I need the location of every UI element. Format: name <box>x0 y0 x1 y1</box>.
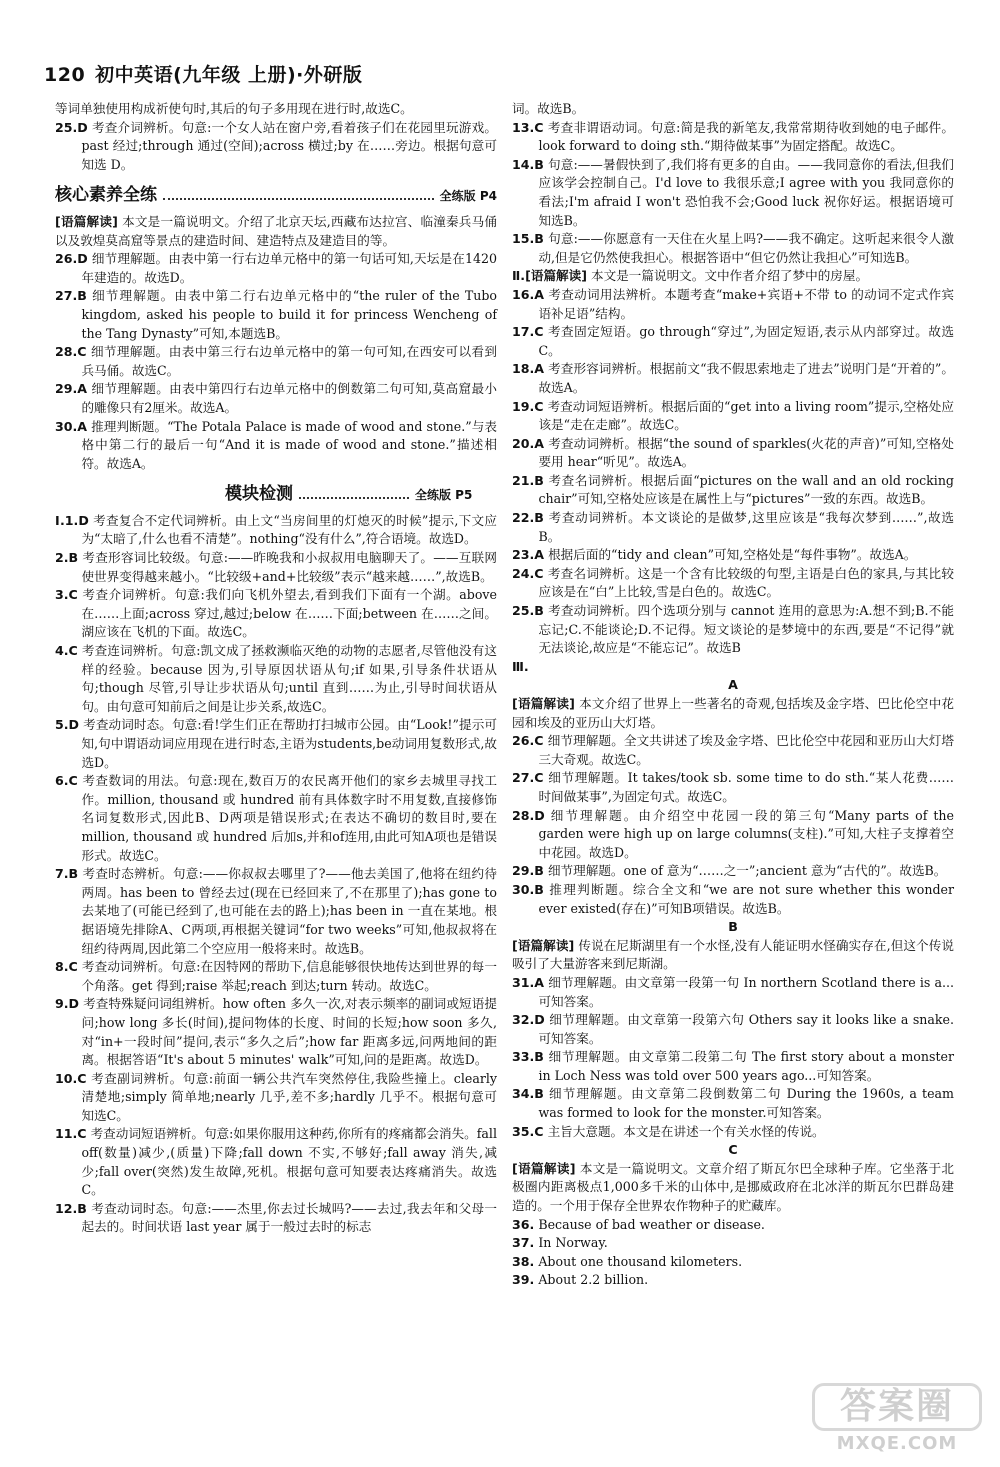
left-column <box>55 100 497 1237</box>
answer-explanation: 句意:——暑假快到了,我们将有更多的自由。——我同意你的看法,但我们应该学会控制自己。I'd love to 我很乐意;I agree with you 我同意你的看法;I'm afraid I won't 恐怕我不会;Good luck 祝你好运。根据语境可知选B。 <box>538 156 954 228</box>
roman-numeral: Ⅱ. <box>512 268 526 284</box>
answer-item <box>55 865 497 958</box>
answer-explanation: 推理判断题。综合全文和“we are not sure whether this wonder ever existed(存在)”可知B项错误。故选B。 <box>538 881 954 916</box>
answer-number: 27.B <box>55 288 87 304</box>
roman-numeral: Ⅰ. <box>55 512 65 528</box>
answer-number: 5.D <box>55 717 80 733</box>
answer-number: 29.B <box>512 863 544 879</box>
answer-item <box>512 546 954 565</box>
answer-number: 14.B <box>512 156 544 172</box>
passage-tag: [语篇解读] <box>525 268 587 284</box>
answer-explanation: 考查名词辨析。根据后面“pictures on the wall and an old rocking chair”可知,空格处应该是在属性上与“pictures”一致的东西。故选B。 <box>538 472 954 507</box>
answer-explanation: 细节理解题。由文章第一段第一句 In northern Scotland there is a...可知答案。 <box>538 974 954 1009</box>
answer-number: 15.B <box>512 231 544 247</box>
text-paragraph: 词。故选B。 <box>512 101 585 116</box>
passage-tag: [语篇解读] <box>512 1160 576 1176</box>
answer-item <box>512 565 954 602</box>
page-header <box>44 60 362 87</box>
answer-explanation: 考查连词辨析。句意:凯文成了拯救濒临灭绝的动物的志愿者,尽管他没有这样的经验。because 因为,引导原因状语从句;if 如果,引导条件状语从句;though 尽管,引导让步状语从句;until 直到……为止,引导时间状语从句。由句意可知前后之间是让步关系,故选C。 <box>81 643 497 714</box>
answer-explanation: 考查介词辨析。句意:一个女人站在窗户旁,看着孩子们在花园里玩游戏。past 经过;through 通过(空间);across 横过;by 在……旁边。根据句意可知选 D。 <box>81 119 497 172</box>
answer-explanation: 细节理解题。It takes/took sb. some time to do sth.“某人花费……时间做某事”,为固定句式。故选C。 <box>538 770 954 804</box>
answer-number: 25.B <box>512 603 544 619</box>
answer-number: 30.B <box>512 881 544 897</box>
answer-item <box>55 380 497 417</box>
answer-number: 20.A <box>512 435 545 451</box>
answer-number: 22.B <box>512 510 544 526</box>
answer-item <box>512 472 954 509</box>
answer-number: 28.C <box>55 344 87 360</box>
answer-explanation: 细节理解题。由文章第二段倒数第二句 During the 1960s, a team was formed to look for the monster.可知答案。 <box>538 1086 954 1121</box>
watermark-badge: 答案圈 <box>812 1383 982 1431</box>
answer-explanation: 考查形容词辨析。根据前文“我不假思索地走了进去”说明门是“开着的”。故选A。 <box>538 361 954 395</box>
answer-item <box>55 642 497 716</box>
answer-item <box>512 323 954 360</box>
answer-number: 2.B <box>55 550 79 566</box>
answer-item <box>55 549 497 586</box>
passage-tag: [语篇解读] <box>55 213 118 229</box>
answer-number: 37. <box>512 1235 535 1251</box>
answer-item <box>512 1271 954 1290</box>
answer-explanation: 句意:——你愿意有一天住在火星上吗?——我不确定。这听起来很令人激动,但是它仍然使我担心。根据答语中“但它仍然让我担心”可知选B。 <box>538 231 954 265</box>
passage-letter: C <box>728 1142 738 1158</box>
answer-item <box>512 602 954 658</box>
answer-item <box>512 974 954 1011</box>
answer-number: 12.B <box>55 1200 87 1216</box>
answer-explanation: 细节理解题。由表中第三行右边单元格中的第一句可知,在西安可以看到兵马俑。故选C。 <box>81 344 497 378</box>
answer-explanation: 考查名词辨析。这是一个含有比较级的句型,主语是白色的家具,与其比较应该是在“白”上比较,雪是白色的。故选C。 <box>538 565 954 600</box>
passage-tag: [语篇解读] <box>512 696 575 711</box>
answer-number: 33.B <box>512 1049 544 1065</box>
answer-explanation: 根据后面的“tidy and clean”可知,空格处是“每件事物”。故选A。 <box>548 547 917 563</box>
answer-number: 8.C <box>55 959 78 975</box>
answer-item <box>512 398 954 435</box>
answer-explanation: 考查动词用法辨析。本题考查“make+宾语+不带 to 的动词不定式作宾语补足语”结构。 <box>538 286 954 321</box>
answer-number: 39. <box>512 1272 535 1288</box>
answer-item <box>512 1253 954 1272</box>
answer-explanation: 细节理解题。由表中第二行右边单元格中的“the ruler of the Tubo kingdom, asked his people to build it for princess Wencheng of the Tang Dynasty”可知,本题选B。 <box>81 288 497 341</box>
answer-explanation: 考查动词短语辨析。根据后面的“get into a living room”提示,空格处应该是“走在走廊”。故选C。 <box>538 398 954 433</box>
answer-explanation: Because of bad weather or disease. <box>538 1216 765 1232</box>
answer-item <box>55 250 497 287</box>
section-ref: 全练版 P4 <box>439 189 497 204</box>
answer-explanation: 细节理解题。one of 意为“……之一”;ancient 意为“古代的”。故选B。 <box>547 863 947 879</box>
answer-explanation: 考查动词辨析。句意:在因特网的帮助下,信息能够很快地传达到世界的每一个角落。get 得到;raise 举起;reach 到达;turn 转动。故选C。 <box>81 959 497 993</box>
answer-item <box>512 119 954 156</box>
answer-item <box>55 958 497 995</box>
dotted-leader <box>163 198 434 200</box>
answer-number: 32.D <box>512 1012 545 1028</box>
answer-number: 10.C <box>55 1070 87 1086</box>
answer-item <box>512 1048 954 1085</box>
answer-number: 29.A <box>55 381 88 397</box>
watermark-logo <box>812 1383 982 1455</box>
answer-number: 19.C <box>512 398 544 414</box>
passage-summary <box>512 267 954 286</box>
answer-item <box>55 586 497 642</box>
answer-explanation: 考查时态辨析。句意:——你叔叔去哪里了?——他去美国了,他将在纽约待两周。has been to 曾经去过(现在已经回来了,不在那里了);has gone to 去某地了(可能已经到了,也可能在去的路上);has been in 一直在某地。根据语境先排除A、C两项,再根据关键词“for two weeks”可知,他叔叔将在纽约待两周,因此第二个空应用一般将来时。故选B。 <box>81 866 497 956</box>
answer-item <box>512 435 954 472</box>
answer-item <box>55 1070 497 1126</box>
page-number: 120 <box>44 64 86 86</box>
passage-text: 本文介绍了世界上一些著名的奇观,包括埃及金字塔、巴比伦空中花园和埃及的亚历山大灯塔。 <box>512 696 954 730</box>
answer-number: 7.B <box>55 866 79 882</box>
answer-number: 35.C <box>512 1123 544 1139</box>
answer-item <box>55 418 497 474</box>
answer-explanation: 细节理解题。由表中第四行右边单元格中的倒数第二句可知,莫高窟最小的雕像只有2厘米。故选A。 <box>81 381 497 415</box>
answer-item <box>512 732 954 769</box>
answer-explanation: 考查数词的用法。句意:现在,数百万的农民离开他们的家乡去城里寻找工作。million, thousand 或 hundred 前有具体数字时不用复数,直接修饰名词复数形式,因此B、D两项是错误形式;在表达不确切的数目时,要在million, thousand 或 hundred 后加s,并和of连用,由此可知A项也是错误形式。故选C。 <box>81 773 497 863</box>
answer-item <box>55 1200 497 1237</box>
answer-number: 34.B <box>512 1086 544 1102</box>
answer-item <box>55 119 497 175</box>
answer-explanation: About 2.2 billion. <box>538 1272 649 1288</box>
answer-item <box>55 512 497 549</box>
passage-summary <box>512 695 954 732</box>
dotted-leader <box>299 497 409 499</box>
answer-explanation: 考查动词辨析。本文谈论的是做梦,这里应该是“我每次梦到……”,故选B。 <box>538 510 954 544</box>
answer-number: 31.A <box>512 974 545 990</box>
answer-number: 28.D <box>512 807 545 823</box>
answer-explanation: 考查动词时态。句意:——杰里,你去过长城吗?——去过,我去年和父母一起去的。时间状语 last year 属于一般过去时的标志 <box>81 1200 497 1235</box>
answer-explanation: 考查动词短语辨析。句意:如果你服用这种药,你所有的疼痛都会消失。fall off(数量)减少,(质量)下降;fall down 不实,不够好;fall away 消失,减少;fall over(突然)发生故障,死机。根据句意可知要表达疼痛消失。故选C。 <box>81 1126 497 1198</box>
answer-item <box>55 287 497 343</box>
answer-item <box>512 509 954 546</box>
answer-explanation: 细节理解题。由文章第一段第六句 Others say it looks like a snake.可知答案。 <box>538 1012 954 1046</box>
answer-explanation: 细节理解题。由介绍空中花园一段的第三句“Many parts of the garden were high up on large columns(支柱).”可知,大柱子支撑着空中花园。故选D。 <box>538 807 954 860</box>
answer-number: 9.D <box>55 996 80 1012</box>
passage-text: 本文是一篇说明文。文中作者介绍了梦中的房屋。 <box>591 268 869 284</box>
passage-letter: B <box>728 919 738 935</box>
answer-number: 36. <box>512 1216 535 1232</box>
passage-text: 传说在尼斯湖里有一个水怪,没有人能证明水怪确实存在,但这个传说吸引了大量游客来到尼斯湖。 <box>512 937 954 972</box>
book-title: 初中英语(九年级 上册)·外研版 <box>95 64 363 86</box>
passage-text: 本文是一篇说明文。介绍了北京天坛,西藏布达拉宫、临潼秦兵马俑以及敦煌莫高窟等景点的建造时间、建造特点及建造目的等。 <box>55 213 497 248</box>
answer-explanation: 考查介词辨析。句意:我们向飞机外望去,看到我们下面有一个湖。above 在……上面;across 穿过,越过;below 在……下面;between 在……之间。湖应该在飞机的下面。故选C。 <box>81 587 497 640</box>
answer-number: 16.A <box>512 286 545 302</box>
answer-number: 21.B <box>512 472 544 488</box>
section-title: 核心素养全练 <box>55 185 157 206</box>
answer-explanation: 考查动词辨析。根据“the sound of sparkles(火花的声音)”可知,空格处要用 hear“听见”。故选A。 <box>538 435 954 470</box>
answer-explanation: 细节理解题。由表中第一行右边单元格中的第一句话可知,天坛是在1420年建造的。故选D。 <box>81 251 497 285</box>
passage-summary <box>512 1160 954 1216</box>
answer-item <box>512 1216 954 1235</box>
answer-item <box>512 862 954 881</box>
answer-explanation: About one thousand kilometers. <box>538 1253 743 1269</box>
answer-number: 26.C <box>512 733 544 749</box>
answer-explanation: 考查动词时态。句意:看!学生们正在帮助打扫城市公园。由“Look!”提示可知,句中谓语动词应用现在进行时态,主语为students,be动词用复数形式,故选D。 <box>81 717 497 770</box>
passage-letter: A <box>728 677 738 693</box>
answer-explanation: 考查动词辨析。四个选项分别与 cannot 连用的意思为:A.想不到;B.不能忘记;C.不能谈论;D.不记得。短文谈论的是梦境中的东西,要是“不记得”就无法谈论,故应是“不能忘记”。故选B <box>538 603 954 656</box>
answer-item <box>55 343 497 380</box>
answer-explanation: 考查固定短语。go through“穿过”,为固定短语,表示从内部穿过。故选C。 <box>538 324 954 358</box>
answer-explanation: 推理判断题。“The Potala Palace is made of wood and stone.”与表格中第二行的最后一句“And it is made of wood and stone.”描述相符。故选A。 <box>81 418 497 471</box>
answer-item <box>512 807 954 863</box>
answer-explanation: In Norway. <box>538 1235 608 1251</box>
answer-item <box>512 156 954 230</box>
answer-item <box>512 230 954 267</box>
answer-explanation: 细节理解题。全文共讲述了埃及金字塔、巴比伦空中花园和亚历山大灯塔三大奇观。故选C。 <box>538 733 955 767</box>
section-heading-module <box>55 485 497 505</box>
answer-item <box>55 995 497 1069</box>
answer-item <box>512 360 954 397</box>
answer-explanation: 细节理解题。由文章第二段第二句 The first story about a monster in Loch Ness was told over 500 years ago...可知答案。 <box>538 1049 954 1083</box>
answer-number: 3.C <box>55 587 78 603</box>
section-heading-core <box>55 186 497 206</box>
right-column <box>512 100 954 1290</box>
text-paragraph: 等词单独使用构成祈使句时,其后的句子多用现在进行时,故选C。 <box>55 101 413 116</box>
passage-summary <box>55 213 497 250</box>
answer-number: 4.C <box>55 643 78 659</box>
passage-text: 本文是一篇说明文。文章介绍了斯瓦尔巴全球种子库。它坐落于北极圈内距离极点1,000多千米的山体中,是挪威政府在北冰洋的斯瓦尔巴群岛建造的。一个用于保存全世界农作物种子的贮藏库。 <box>512 1160 955 1214</box>
answer-number: 11.C <box>55 1126 87 1142</box>
answer-number: 25.D <box>55 119 88 135</box>
section-ref: 全练版 P5 <box>415 488 473 503</box>
answer-number: 24.C <box>512 565 544 581</box>
answer-number: 13.C <box>512 119 544 135</box>
answer-item <box>512 1011 954 1048</box>
answer-number: 27.C <box>512 770 544 786</box>
answer-item <box>512 1123 954 1142</box>
answer-item <box>512 881 954 918</box>
answer-number: 6.C <box>55 773 78 789</box>
answer-item <box>512 286 954 323</box>
answer-item <box>512 1234 954 1253</box>
passage-tag: [语篇解读] <box>512 937 575 953</box>
answer-number: 38. <box>512 1253 535 1269</box>
answer-item <box>512 769 954 806</box>
answer-number: 18.A <box>512 361 545 377</box>
answer-explanation: 考查非谓语动词。句意:简是我的新笔友,我常常期待收到她的电子邮件。look forward to doing sth.“期待做某事”为固定搭配。故选C。 <box>538 119 954 154</box>
answer-item <box>512 1085 954 1122</box>
watermark-site: MXQE.COM <box>836 1433 958 1454</box>
answer-explanation: 考查形容词比较级。句意:——昨晚我和小叔叔用电脑聊天了。——互联网使世界变得越来越小。“比较级+and+比较级”表示“越来越……”,故选B。 <box>81 550 497 584</box>
answer-explanation: 考查复合不定代词辨析。由上文“当房间里的灯熄灭的时候”提示,下文应为“太暗了,什么也看不清楚”。nothing“没有什么”,符合语境。故选D。 <box>81 512 497 547</box>
answer-number: 23.A <box>512 547 545 563</box>
answer-number: 17.C <box>512 324 544 340</box>
answer-item <box>55 1125 497 1199</box>
answer-number: 30.A <box>55 418 88 434</box>
roman-numeral: Ⅲ. <box>512 658 529 674</box>
answer-explanation: 考查特殊疑问词组辨析。how often 多久一次,对表示频率的副词或短语提问;how long 多长(时间),提问物体的长度、时间的长短;how soon 多久,对“in+一段时间”提问,表示“多久之后”;how far 距离多远,问两地间的距离。根据答语“It's about 5 minutes' walk”可知,问的是距离。故选D。 <box>81 996 497 1068</box>
answer-explanation: 主旨大意题。本文是在讲述一个有关水怪的传说。 <box>547 1123 825 1139</box>
answer-item <box>55 772 497 865</box>
answer-item <box>55 716 497 772</box>
passage-summary <box>512 937 954 974</box>
answer-number: 26.D <box>55 251 88 267</box>
answer-explanation: 考查副词辨析。句意:前面一辆公共汽车突然停住,我险些撞上。clearly 清楚地;simply 简单地;nearly 几乎,差不多;hardly 几乎不。根据句意可知选C。 <box>81 1070 498 1123</box>
answer-number: 1.D <box>64 512 89 528</box>
section-title: 模块检测 <box>225 484 293 505</box>
